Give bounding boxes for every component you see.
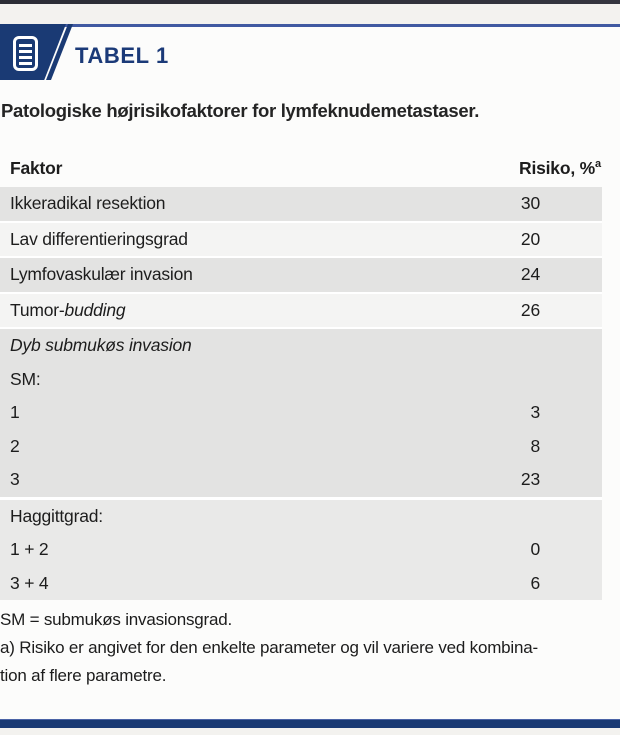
top-gray-strip: [0, 4, 620, 24]
bottom-gray-strip: [0, 728, 620, 735]
row-label: Tumor-budding: [10, 299, 126, 320]
row-label: 3: [10, 469, 20, 490]
table-row: [0, 223, 602, 259]
table-number-title: TABEL 1: [75, 43, 169, 68]
table-list-icon: [13, 36, 38, 76]
row-value: 24: [520, 264, 540, 285]
footnote-line: SM = submukøs invasionsgrad.: [0, 610, 233, 629]
table-row: [0, 533, 602, 567]
table-row: [0, 329, 602, 363]
row-value: 23: [520, 469, 540, 490]
row-label: Ikkeradikal resektion: [10, 193, 166, 214]
row-label: 1 + 2: [10, 539, 49, 560]
column-header-risiko-label: Risiko, %: [519, 158, 596, 178]
table-row: [0, 567, 602, 601]
row-label: Haggittgrad:: [10, 505, 103, 526]
row-value: 0: [530, 539, 540, 560]
table-row: [0, 187, 602, 223]
row-label: SM:: [10, 368, 41, 389]
table-row: [0, 430, 602, 464]
footnote-line: a) Risiko er angivet for den enkelte parameter og vil variere ved kombina-: [0, 638, 538, 657]
data-table: [0, 150, 602, 600]
row-label: Lav differentieringsgrad: [10, 228, 188, 249]
table-row: [0, 294, 602, 330]
row-value: 3: [530, 402, 540, 423]
footnotes: [0, 606, 616, 690]
table-row: [0, 363, 602, 397]
column-header-faktor: Faktor: [10, 158, 63, 178]
table-row: [0, 463, 602, 500]
row-value: 20: [520, 228, 540, 249]
row-value: 6: [530, 572, 540, 593]
table-header-row: [0, 150, 602, 187]
column-header-risiko: [497, 158, 602, 179]
row-value: 8: [530, 435, 540, 456]
row-label: 1: [10, 402, 20, 423]
row-value: 26: [520, 299, 540, 320]
risiko-footnote-marker: a: [595, 158, 602, 171]
table-body: [0, 187, 602, 600]
footnote-line: tion af flere parametre.: [0, 666, 167, 685]
row-label: 2: [10, 435, 20, 456]
row-value: 30: [520, 193, 540, 214]
row-label: 3 + 4: [10, 572, 49, 593]
bottom-bar: [0, 719, 620, 728]
header-rule: [0, 24, 620, 27]
row-label: Dyb submukøs invasion: [10, 335, 192, 356]
table-caption: Patologiske højrisikofaktorer for lymfeknudemetastaser.: [1, 100, 480, 121]
row-label: Lymfovaskulær invasion: [10, 264, 193, 285]
table-row: [0, 396, 602, 430]
table-row: [0, 258, 602, 294]
table-row: [0, 500, 602, 534]
